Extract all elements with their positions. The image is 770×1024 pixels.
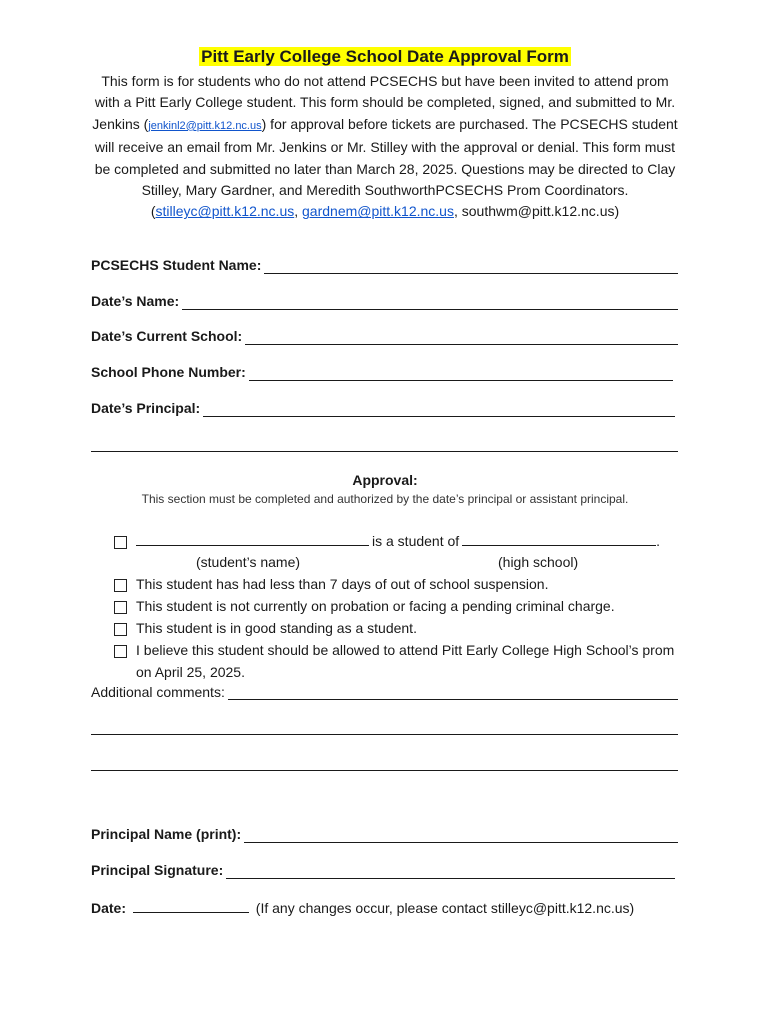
stilley-email-link[interactable]: stilleyc@pitt.k12.nc.us	[155, 203, 295, 220]
principal-name-label: Principal Name (print):	[91, 826, 242, 842]
period-text: .	[656, 533, 661, 549]
school-phone-line[interactable]	[249, 365, 673, 381]
check-row-probation	[114, 596, 615, 618]
standing-text: This student is in good standing as a student.	[136, 620, 417, 636]
principal-name-line[interactable]	[244, 827, 678, 843]
principal-signature-label: Principal Signature:	[91, 862, 224, 878]
comments-line-3[interactable]	[91, 770, 678, 771]
additional-comments-field[interactable]	[91, 684, 678, 700]
high-school-caption: (high school)	[498, 554, 579, 570]
principal-name-field[interactable]	[91, 825, 678, 843]
additional-comments-label: Additional comments:	[91, 684, 225, 700]
gardner-email-link[interactable]: gardnem@pitt.k12.nc.us	[302, 203, 454, 220]
intro-text-3: , southwm@pitt.k12.nc.us)	[453, 203, 620, 220]
intro-text-2: ) for approval before tickets are purchased. The PCSECHS student will receive an email from Mr. Jenkins or Mr. Stilley with the approval or denial. This form must be completed and submitted no later than March 28, 2025. Questions may be directed to Clay Stilley, Mary Gardner, and Meredith SouthworthPCSECHS Prom Coordinators. (	[94, 115, 678, 220]
date-note: (If any changes occur, please contact stilleyc@pitt.k12.nc.us)	[255, 900, 635, 916]
intro-comma: ,	[294, 203, 299, 220]
students-name-caption: (student’s name)	[196, 554, 301, 570]
school-phone-field[interactable]	[91, 363, 673, 381]
allowed-text: I believe this student should be allowed to attend Pitt Early College High School’s prom on April 25, 2025.	[136, 642, 675, 680]
date-principal-field[interactable]	[91, 399, 675, 417]
intro-paragraph	[88, 71, 682, 223]
check-row-suspension	[114, 574, 548, 596]
student-name-line[interactable]	[264, 258, 678, 274]
student-of-row	[114, 531, 660, 553]
jenkins-email-link[interactable]: jenkinl2@pitt.k12.nc.us	[148, 119, 262, 132]
check-row-standing	[114, 618, 417, 640]
student-name-field[interactable]	[91, 256, 678, 274]
allowed-checkbox[interactable]	[114, 645, 127, 658]
suspension-text: This student has had less than 7 days of out of school suspension.	[136, 576, 549, 592]
form-title: Pitt Early College School Date Approval Form	[201, 47, 569, 66]
date-row	[91, 898, 634, 916]
intro-text-1: This form is for students who do not attend PCSECHS but have been invited to attend prom with a Pitt Early College student. This form should be completed, signed, and submitted to Mr. Jenkins (	[92, 73, 676, 132]
date-school-line[interactable]	[245, 329, 678, 345]
principal-signature-field[interactable]	[91, 861, 675, 879]
school-phone-label: School Phone Number:	[91, 364, 246, 380]
is-student-of-text: is a student of	[372, 533, 460, 549]
title-wrap	[0, 46, 770, 68]
date-school-label: Date’s Current School:	[91, 328, 243, 344]
probation-checkbox[interactable]	[114, 601, 127, 614]
date-name-label: Date’s Name:	[91, 293, 180, 309]
suspension-checkbox[interactable]	[114, 579, 127, 592]
check-row-allowed	[114, 640, 680, 683]
principal-signature-line[interactable]	[226, 863, 675, 879]
date-name-line[interactable]	[182, 294, 678, 310]
date-name-field[interactable]	[91, 292, 678, 310]
student-name-blank[interactable]	[136, 531, 369, 546]
date-blank[interactable]	[133, 898, 249, 913]
approval-note: This section must be completed and authorized by the date’s principal or assistant principal.	[141, 492, 629, 506]
date-principal-label: Date’s Principal:	[91, 400, 201, 416]
date-school-field[interactable]	[91, 327, 678, 345]
standing-checkbox[interactable]	[114, 623, 127, 636]
comments-line-2[interactable]	[91, 734, 678, 735]
probation-text: This student is not currently on probation or facing a pending criminal charge.	[136, 598, 615, 614]
high-school-blank[interactable]	[462, 531, 656, 546]
approval-heading: Approval:	[352, 472, 418, 488]
student-name-label: PCSECHS Student Name:	[91, 257, 262, 273]
date-principal-line[interactable]	[203, 401, 675, 417]
student-of-checkbox[interactable]	[114, 536, 127, 549]
comments-line-1[interactable]	[228, 684, 678, 700]
section-divider-line	[91, 451, 678, 452]
date-label: Date:	[91, 900, 127, 916]
